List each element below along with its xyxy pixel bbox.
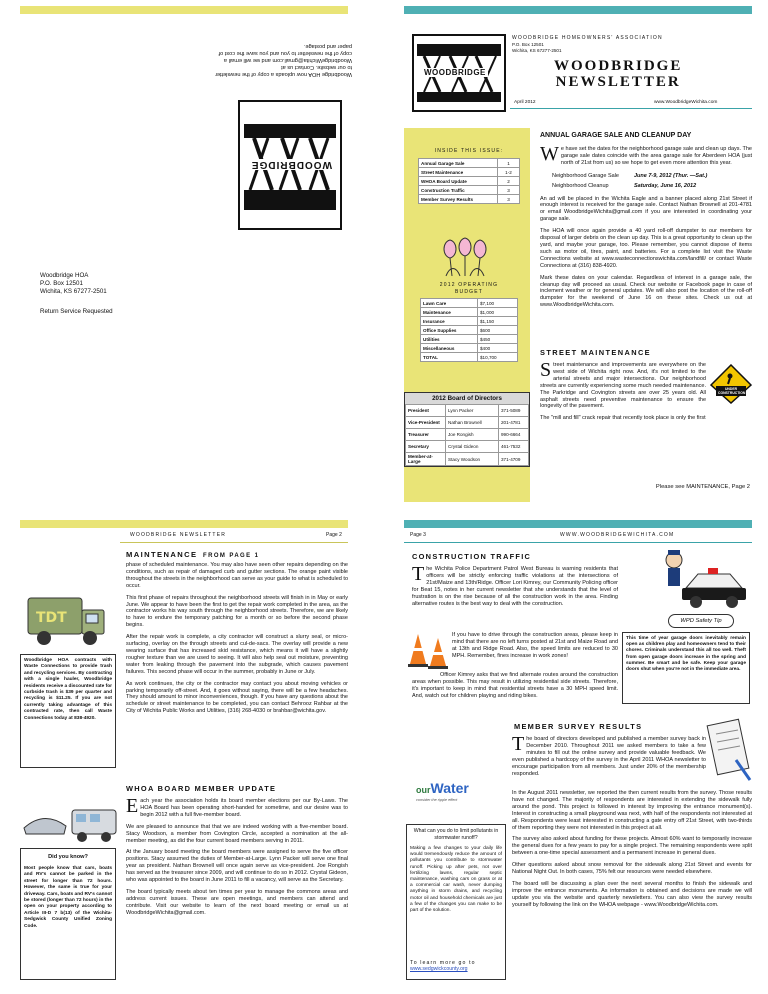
board-row-name: Joe Rongish — [446, 429, 499, 441]
water-tagline: consider the ripple effect — [416, 798, 458, 802]
tulips-icon — [436, 236, 494, 278]
upside-down-note: Woodbridge HOA now uploads a copy of the newsletter to our website. Contact us at WoodbridgeWichita@gmail.com and we will email a copy of the newsletter to you and you save the cost of paper and postage. — [214, 43, 352, 77]
inside-issue-box — [418, 148, 520, 204]
board-row-phone: 371-5089 — [499, 405, 529, 417]
garage-dates — [552, 173, 752, 190]
street-p2: The "mill and fill" crack repair that recently took place is only the first — [540, 415, 706, 422]
boat-rv-image — [20, 800, 120, 844]
traffic-title: CONSTRUCTION TRAFFIC — [412, 552, 532, 561]
trash-note: Woodbridge HOA contracts with Waste Connections to provide trash and recycling services. By contracting with a single hauler, Woodbridge residents receive a discounted rate for curbside trash is $39 per quarter and recycling is $11.25. If you are not currently taking advantage of this contracted rate, then call Waste Connections today at 838-4920. — [24, 658, 112, 721]
budget-row-label: Miscellaneous — [421, 344, 478, 353]
page2-header-right: Page 2 — [326, 532, 342, 538]
page2-header-left: WOODBRIDGE NEWSLETTER — [130, 532, 227, 538]
inside-heading: INSIDE THIS ISSUE: — [434, 148, 504, 154]
budget-row-value: $1,000 — [478, 308, 518, 317]
inside-row — [419, 159, 520, 168]
board-update-title: WHOA BOARD MEMBER UPDATE — [126, 784, 277, 793]
inside-row-label: Construction Traffic — [419, 186, 498, 195]
board-row — [406, 429, 529, 441]
inside-row-page: 3 — [498, 195, 520, 204]
return-city: Wichita, KS 67277-2501 — [40, 288, 107, 295]
budget-row-value: $400 — [478, 344, 518, 353]
traffic-cone-icon — [408, 630, 448, 670]
police-car-image — [652, 548, 748, 610]
safety-tip-title: WPD Safety Tip — [680, 618, 722, 624]
board-row-name: Lynn Packer — [446, 405, 499, 417]
garage-article — [540, 143, 752, 309]
inside-row — [419, 186, 520, 195]
board-row-role: President — [406, 405, 446, 417]
inside-row-label: WHOA Board Update — [419, 177, 498, 186]
return-address — [40, 272, 113, 316]
budget-row — [421, 335, 518, 344]
sign-text: UNDER CONSTRUCTION — [718, 387, 746, 395]
inside-row — [419, 195, 520, 204]
inside-row-page: 1-2 — [498, 168, 520, 177]
survey-dropcap: T — [512, 733, 525, 755]
board-row — [406, 441, 529, 453]
budget-row-label: Utilities — [421, 335, 478, 344]
page3-rule — [404, 542, 752, 543]
masthead-date: April 2012 — [514, 100, 536, 105]
trash-truck-image — [24, 588, 110, 650]
garage-dropcap: W — [540, 143, 559, 165]
assoc-box: P.O. Box 12501 — [512, 41, 544, 47]
inside-row-label: Annual Garage Sale — [419, 159, 498, 168]
return-service: Return Service Requested — [40, 308, 113, 315]
water-link[interactable]: www.sedgwickcounty.org — [410, 966, 468, 972]
masthead-assoc — [512, 36, 663, 53]
maint-p1: phase of scheduled maintenance. You may also have seen other repairs depending on the conditions, such as repair of damaged curb and gutter sections. The orange paint visible throughout the streets in the neighborhood can serve as your guide to what is scheduled to occur. — [126, 562, 348, 589]
board-dropcap: E — [126, 795, 139, 817]
return-name: Woodbridge HOA — [40, 272, 89, 279]
our-water-logo — [416, 780, 496, 818]
inside-table — [418, 158, 520, 204]
title-line-2: NEWSLETTER — [555, 74, 681, 90]
water-logo-our: our — [416, 785, 431, 795]
budget-row — [421, 344, 518, 353]
masthead-rule — [510, 108, 752, 109]
top-left-yellow-bar — [20, 6, 348, 14]
survey-paper-image — [706, 716, 752, 782]
survey-p2: In the August 2011 newsletter, we reported the then current results from the survey. Those results have not changed. The majority of respondents are interested in extending the sidewalk fully around the pond. This project is followed in interest by improving the entrance monument(s). Interest in constructing a small playground was next, with half of the respondents not interested at all. Respondents were least interested in constructing a gate entry off 21st Street, with two-thirds of them reporting they were not interested in this project at all. — [512, 790, 752, 831]
budget-row — [421, 308, 518, 317]
budget-row-value: $7,100 — [478, 299, 518, 308]
inside-row — [419, 168, 520, 177]
board-heading: 2012 Board of Directors — [405, 393, 529, 404]
budget-row — [421, 326, 518, 335]
survey-p5: The board will be discussing a plan over the next several months to finish the sidewalk and improve the entrance monuments. As information is obtained and decisions are made we will update you via the website and quarterly newsletters. You can also view the survey results yourself by following the link on the WHOA webpage - www.WoodbridgeWichita.com. — [512, 880, 752, 908]
board-row-role: Secretary — [406, 441, 446, 453]
know-text: Most people know that cars, boats and RV's cannot be parked in the street for longer than 72 hours. However, the same is true for your driveway. Cars, boats and RV's cannot be stored (longer than 72 hours) in the open on your property according to Article III-D 7 b(13) of the Wichita-Sedgwick County Unified Zoning Code. — [24, 866, 112, 929]
safety-tip-bubble — [668, 614, 734, 628]
budget-row-value: $600 — [478, 326, 518, 335]
budget-table — [420, 298, 518, 362]
inside-row-label: Street Maintenance — [419, 168, 498, 177]
cleanup-row: Neighborhood Cleanup Saturday, June 16, 2012 — [552, 182, 697, 189]
board-row-name: Stacy Woodson — [446, 453, 499, 466]
survey-paper-icon — [706, 716, 752, 782]
survey-title: MEMBER SURVEY RESULTS — [514, 722, 643, 731]
title-line-1: WOODBRIDGE — [554, 58, 683, 74]
board-row-role: Vice-President — [406, 417, 446, 429]
page1-teal-bar — [404, 6, 752, 14]
inside-row-page: 3 — [498, 186, 520, 195]
board-p3: At the January board meeting the board members were assigned to serve the five officer positions. Stacy assumed the duties of Member-at-Large. Lynn Packer will serve one final year as president. Nathan Brownell will once again serve as vice-president. Joe Rongish has served as the treasurer since 2009, and will continue to do so in 2012. Crystal Gideon, who was appointed to the board in June 2011 to fill a vacancy, will serve as the Secretary. — [126, 849, 348, 884]
budget-row-label: Insurance — [421, 317, 478, 326]
assoc-name: WOODBRIDGE HOMEOWNERS' ASSOCIATION — [512, 35, 663, 41]
budget-row — [421, 317, 518, 326]
water-more: To learn more go to www.sedgwickcounty.org — [410, 960, 502, 972]
street-dropcap: S — [540, 359, 552, 381]
board-table — [405, 404, 529, 466]
budget-row-value: $1,150 — [478, 317, 518, 326]
inside-row-page: 1 — [498, 159, 520, 168]
garage-p4: Mark these dates on your calendar. Regardless of interest in a garage sale, the cleanup day will proceed as usual. Check our website or Facebook page in case of inclement weather or for general updates. We will also post the location of the roll-off dumpster for the weekend of June 16 on these sites. Check us out at www.WoodbridgeWichita.com. — [540, 274, 752, 309]
board-row-phone: 461-7532 — [499, 441, 529, 453]
masthead-title — [554, 58, 682, 90]
budget-row-label: TOTAL — [421, 353, 478, 362]
board-row-phone: 990-6664 — [499, 429, 529, 441]
survey-p3: The survey also asked about funding for these projects. Almost 60% want to temporarily increase the general dues for a few years to pay for a single project. The remaining respondents were split between a one-time special assessment and a permanent increase in general dues. — [512, 836, 752, 857]
board-row — [406, 405, 529, 417]
board-row — [406, 453, 529, 466]
upside-down-logo — [238, 100, 342, 230]
page3-header-left: Page 3 — [410, 532, 426, 538]
inside-row-label: Member Survey Results — [419, 195, 498, 204]
maint-p2: This first phase of repairs throughout the neighborhood streets will finish in in May or early June. We appear to have been the first to get the repair work completed in the area, as the contractor works his way south through the neighborhood streets. Therefore, we are likely to have to endure the temporary patching for a month or so before the second phase begins. — [126, 594, 348, 629]
budget-row — [421, 353, 518, 362]
police-car-icon — [652, 548, 748, 610]
board-row-role: Member-at-Large — [406, 453, 446, 466]
traffic-article-1: T he Wichita Police Department Patrol West Bureau is warning residents that officers will be strictly enforcing traffic violations at the intersections of 21st/Maize and 13th/Ridge. Officer Lori Kimrey, our Community Policing officer for Beat 15, notes in her current newsletter that she understands that the level of frustration is on the rise because of all the construction work in the area. Finding alternative routes is the best way to deal with the construction. — [412, 563, 618, 607]
board-row-phone: 201-4781 — [499, 417, 529, 429]
under-construction-sign — [710, 364, 752, 404]
board-row-name: Nathan Brownell — [446, 417, 499, 429]
board-update-article — [126, 795, 348, 917]
masthead-logo-text: WOODBRIDGE — [424, 68, 486, 77]
street-title: STREET MAINTENANCE — [540, 348, 652, 357]
budget-row-label: Lawn Care — [421, 299, 478, 308]
tulips-image — [436, 236, 494, 278]
garage-p3: The HOA will once again provide a 40 yard roll-off dumpster to our members for disposal of larger debris on the clean up day. This is a great opportunity to clean up the yard, and maybe your garage, too. Please remember, you cannot dispose of items such as motor oil, tires, paint, and batteries. For a complete list visit the Waste Connections website at www.wasteconnectionswichita.com/landfill/ or contact Waste Connections at (316) 838-4920. — [540, 228, 752, 269]
street-article: S treet maintenance and improvements are everywhere on the west side of Wichita right now. And, it's not limited to the arterial streets and major intersections. Our neighborhood streets are currently experiencing some much needed maintenance. The Parkridge and Covington streets are over 25 years old. All asphalt streets need preventive maintenance to ensure the longevity of the pavement. The "mill and fill" crack repair that recently took place is only the first — [540, 359, 706, 422]
maint-article — [126, 562, 348, 715]
board-p1: E ach year the association holds its board member elections per our By-Laws. The HOA Board has been operating short-handed for sometime, and our desire was to begin 2012 with a full five-member board. — [126, 795, 348, 818]
inside-row-page: 2 — [498, 177, 520, 186]
page2-yellow-bar — [20, 520, 348, 528]
masthead-website: www.WoodbridgeWichita.com — [654, 100, 718, 105]
budget-row-label: Maintenance — [421, 308, 478, 317]
garage-p2: An ad will be placed in the Wichita Eagle and a banner placed along 21st Street if enough interest is received for the garage sale. Contact Nathan Brownell at 201-4781 or email WoodbridgeWichita@gmail.com if you are interested in coordinating your garage sale. — [540, 195, 752, 223]
board-box — [404, 392, 530, 467]
garage-title: ANNUAL GARAGE SALE AND CLEANUP DAY — [540, 132, 692, 139]
garage-p1: W e have set the dates for the neighborhood garage sale and clean up days. The garage sale dates coincide with the area garage sale for Aberdeen HOA (just north of 21st from us) so we hope to get even more attention this year. — [540, 143, 752, 166]
budget-row — [421, 299, 518, 308]
trash-truck-icon — [24, 588, 110, 650]
return-box: P.O. Box 12501 — [40, 280, 83, 287]
construction-sign-icon — [710, 364, 752, 404]
budget-row-value: $10,700 — [478, 353, 518, 362]
safety-text: This time of year garage doors inevitably remain open as children play and homeowners tend to their chores. Criminals understand this all too well. Theft from open garage doors increase in the spring and summer. Be smart and be safe. Keep your garage doors shut when you're not in the immediate area. — [626, 636, 746, 673]
assoc-city: Wichita, KS 67277-2501 — [512, 47, 562, 53]
page2-rule — [120, 542, 348, 543]
maint-p4: As work continues, the city or the contractor may contact you about moving vehicles or parking temporarily off-street. And, it goes without saying, there will be a few headaches. They should amount to minor inconveniences, though. If you have any questions about the schedule or street maintenance to be completed, you can contact Behrooz Rahbar at the City of Wichita Public Works and Utilities, (316) 268-4030 or brahbar@wichita.gov. — [126, 680, 348, 715]
traffic-cones-image — [408, 630, 448, 670]
masthead-logo — [412, 34, 506, 112]
svg-text:TDT: TDT — [36, 610, 67, 626]
know-title: Did you know? — [48, 854, 88, 860]
budget-row-value: $450 — [478, 335, 518, 344]
budget-row-label: Office Supplies — [421, 326, 478, 335]
board-p2: We are pleased to announce that that we are indeed working with a five-member board. Stacy Woodson, a member from Covington Circle, accepted a nomination at the all-member meeting, as did the four current board members serving in 2011. — [126, 823, 348, 844]
upside-down-logo-text: WOODBRIDGE — [250, 159, 332, 170]
survey-article-2 — [512, 790, 752, 909]
board-row-role: Treasurer — [406, 429, 446, 441]
water-question: What can you do to limit pollutants in stormwater runoff? — [413, 828, 499, 841]
water-text: Making a few changes to your daily life would tremendously reduce the amount of pollutants you contribute to stormwater runoff. Picking up after pets, not over fertilizing lawns, regular septic maintenance, washing cars on grass or at a commercial car wash, never dumping anything in storm drains, and recycling motor oil and household chemicals are just a few of the changes you can make to be part of the solution. — [410, 846, 502, 914]
survey-p4: Other questions asked about snow removal for the sidewalk along 21st Street and events for National Night Out. In both cases, 75% felt our resources were needed elsewhere. — [512, 862, 752, 876]
board-row-name: Crystal Gideon — [446, 441, 499, 453]
boat-rv-icon — [20, 800, 120, 844]
sale-row: Neighborhood Garage Sale June 7-9, 2012 (Thur. —Sat.) — [552, 172, 708, 179]
traffic-article-3: Officer Kimrey asks that we find alternate routes around the construction areas when possible. This may result in utilizing residential side streets. Therefore, it's important to keep in mind that residential streets have a 30 MPH speed limit. And, watch out for children playing and riding bikes. — [412, 672, 618, 699]
board-row — [406, 417, 529, 429]
traffic-article-2: If you have to drive through the construction areas, please keep in mind that there are no left turns posted at 21st and Maize Road and at 13th and Ridge Road. Also, the speed limits are reduced to 30 MPH. Remember, fines increase in work zones! — [452, 632, 618, 659]
continued-note: Please see MAINTENANCE, Page 2 — [655, 484, 750, 490]
survey-article: T he board of directors developed and published a member survey back in December 2010. Throughout 2011 we asked members to take a few minutes to fill out the online survey and provide valuable feedback. We even published a hardcopy of the survey in the April 2011 WHOA newsletter to encourage participation from all members. Just under 20% of the membership responded. — [512, 733, 706, 777]
traffic-dropcap: T — [412, 563, 425, 585]
inside-row — [419, 177, 520, 186]
maint-p3: After the repair work is complete, a city contractor will construct a slurry seal, or micro-surfacing, overlay on the through streets and cul-de-sacs. The overlay will provide a new wearing surface that has increased skid resistance, which means it will have a slightly rougher texture than we are used to seeing. It will also help seal out moisture, preventing water from leaking through the pavement into the subgrade, which causes pavement failures. This second phase will occur in the summer, probably in June or July. — [126, 634, 348, 675]
board-row-phone: 371-4709 — [499, 453, 529, 466]
page3-teal-bar — [404, 520, 752, 528]
board-p4: The board typically meets about ten times per year to manage the commons areas and address current issues. These are open meetings, and members can attend and contribute. Visit our website to learn of the next board meeting or email us at WoodbridgeWichita@gmail.com. — [126, 888, 348, 916]
page3-header-right: WWW.WOODBRIDGEWICHITA.COM — [560, 532, 675, 538]
maint-title: MAINTENANCE FROM PAGE 1 — [126, 550, 260, 559]
water-logo-water: Water — [430, 780, 469, 796]
budget-heading: 2012 OPERATING BUDGET — [439, 282, 499, 295]
